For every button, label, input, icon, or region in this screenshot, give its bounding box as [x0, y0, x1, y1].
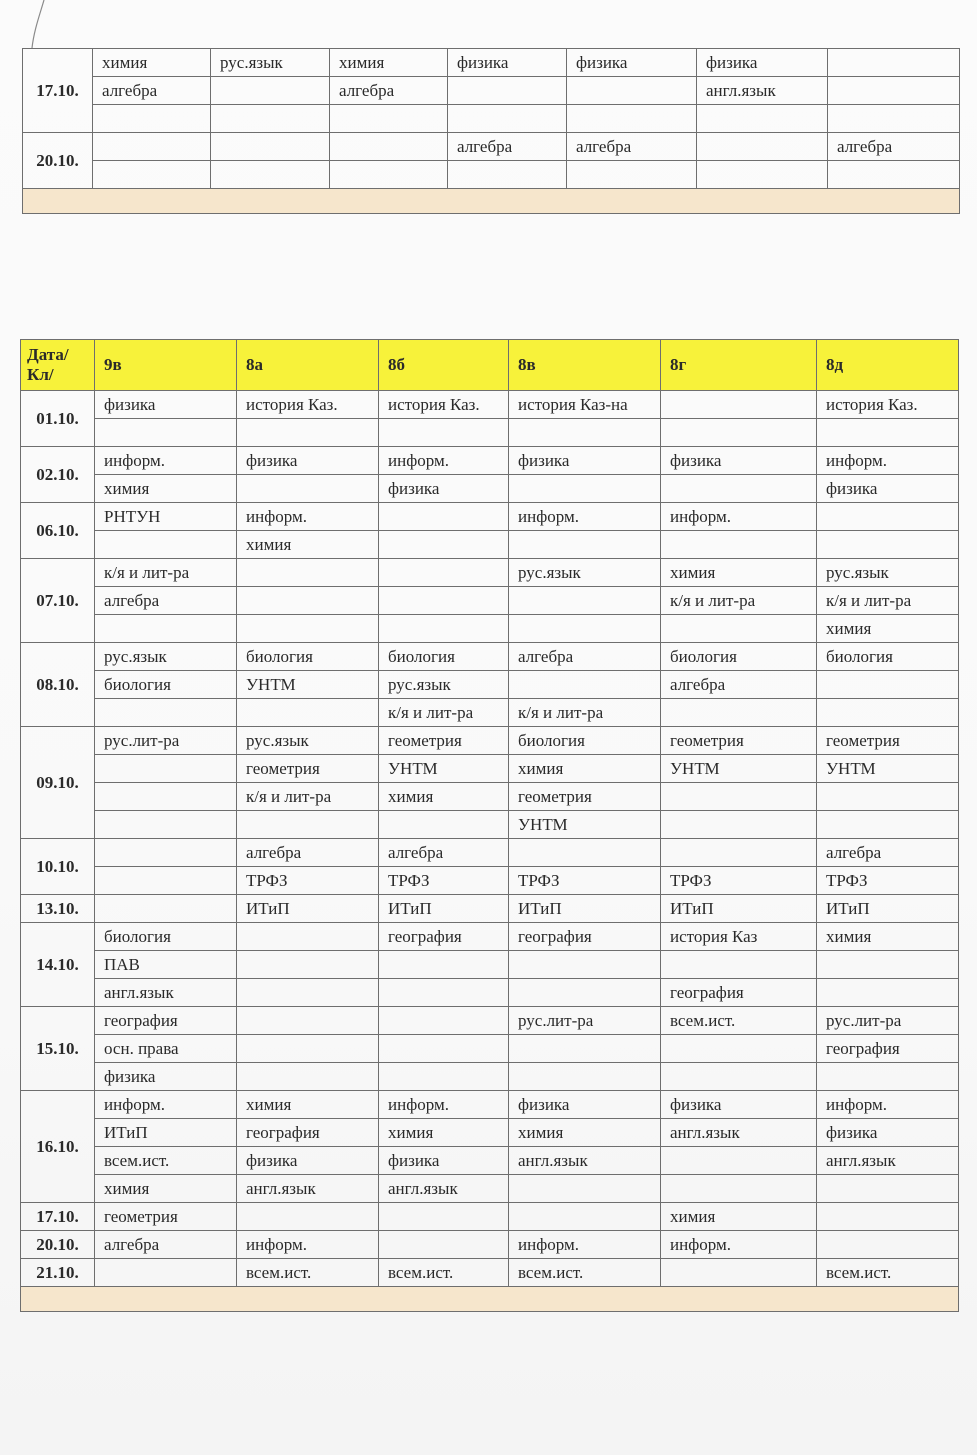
schedule-row	[21, 923, 959, 951]
schedule-row	[21, 1007, 959, 1035]
subject-cell	[509, 615, 661, 643]
subject-cell	[509, 475, 661, 503]
subject-cell	[95, 755, 237, 783]
footer-band	[21, 1287, 959, 1312]
subject-cell	[379, 419, 509, 447]
class-header-label: Кл/	[27, 365, 54, 384]
subject-cell: физика	[448, 49, 567, 77]
subject-cell: УНТМ	[509, 811, 661, 839]
subject-cell: информ.	[237, 503, 379, 531]
schedule-row	[21, 587, 959, 615]
subject-cell: информ.	[509, 1231, 661, 1259]
subject-cell: история Каз-на	[509, 391, 661, 419]
schedule-row	[21, 531, 959, 559]
subject-cell	[817, 979, 959, 1007]
schedule-row	[23, 105, 960, 133]
subject-cell: ИТиП	[817, 895, 959, 923]
subject-cell	[661, 699, 817, 727]
subject-cell	[211, 105, 330, 133]
subject-cell	[817, 1063, 959, 1091]
class-header-8a: 8а	[237, 340, 379, 391]
subject-cell: алгебра	[661, 671, 817, 699]
schedule-row	[21, 1231, 959, 1259]
subject-cell: англ.язык	[509, 1147, 661, 1175]
subject-cell: география	[509, 923, 661, 951]
subject-cell	[211, 161, 330, 189]
subject-cell	[379, 531, 509, 559]
subject-cell	[237, 559, 379, 587]
subject-cell	[567, 77, 697, 105]
subject-cell: химия	[817, 923, 959, 951]
subject-cell	[95, 783, 237, 811]
subject-cell	[817, 699, 959, 727]
subject-cell	[661, 391, 817, 419]
subject-cell	[237, 1063, 379, 1091]
subject-cell: информ.	[95, 447, 237, 475]
subject-cell: химия	[237, 1091, 379, 1119]
subject-cell	[379, 811, 509, 839]
subject-cell: англ.язык	[95, 979, 237, 1007]
schedule-row	[21, 615, 959, 643]
subject-cell: рус.язык	[95, 643, 237, 671]
subject-cell: химия	[93, 49, 211, 77]
subject-cell	[817, 503, 959, 531]
subject-cell	[237, 699, 379, 727]
subject-cell	[817, 811, 959, 839]
page-corner-stroke	[14, 0, 54, 48]
subject-cell	[509, 1203, 661, 1231]
subject-cell	[828, 77, 960, 105]
subject-cell	[330, 105, 448, 133]
subject-cell	[509, 531, 661, 559]
schedule-row	[21, 1203, 959, 1231]
date-cell: 07.10.	[21, 559, 95, 643]
subject-cell: химия	[661, 559, 817, 587]
subject-cell: химия	[330, 49, 448, 77]
subject-cell: физика	[95, 1063, 237, 1091]
subject-cell: алгебра	[237, 839, 379, 867]
schedule-row	[21, 671, 959, 699]
subject-cell	[379, 1231, 509, 1259]
subject-cell	[509, 951, 661, 979]
subject-cell: алгебра	[330, 77, 448, 105]
subject-cell: геометрия	[237, 755, 379, 783]
class-header-8d: 8д	[817, 340, 959, 391]
subject-cell: геометрия	[95, 1203, 237, 1231]
subject-cell: рус.язык	[211, 49, 330, 77]
subject-cell	[95, 531, 237, 559]
subject-cell: химия	[379, 1119, 509, 1147]
subject-cell	[237, 615, 379, 643]
subject-cell: история Каз.	[817, 391, 959, 419]
schedule-row	[21, 699, 959, 727]
schedule-row	[21, 783, 959, 811]
schedule-row	[21, 1119, 959, 1147]
subject-cell	[661, 1063, 817, 1091]
subject-cell: ТРФЗ	[509, 867, 661, 895]
schedule-row	[21, 1147, 959, 1175]
subject-cell	[237, 951, 379, 979]
subject-cell	[817, 671, 959, 699]
subject-cell	[95, 1259, 237, 1287]
subject-cell: алгебра	[817, 839, 959, 867]
subject-cell: история Каз.	[379, 391, 509, 419]
subject-cell: информ.	[509, 503, 661, 531]
subject-cell: химия	[509, 1119, 661, 1147]
subject-cell	[379, 951, 509, 979]
subject-cell: алгебра	[448, 133, 567, 161]
subject-cell: физика	[817, 1119, 959, 1147]
subject-cell	[661, 951, 817, 979]
subject-cell: геометрия	[379, 727, 509, 755]
schedule-table-top	[22, 48, 960, 214]
subject-cell	[448, 77, 567, 105]
subject-cell: география	[661, 979, 817, 1007]
subject-cell: к/я и лит-ра	[661, 587, 817, 615]
subject-cell	[828, 161, 960, 189]
subject-cell: к/я и лит-ра	[95, 559, 237, 587]
class-header-8b: 8б	[379, 340, 509, 391]
schedule-row	[21, 447, 959, 475]
subject-cell: алгебра	[567, 133, 697, 161]
subject-cell	[95, 867, 237, 895]
subject-cell: геометрия	[817, 727, 959, 755]
subject-cell	[93, 105, 211, 133]
subject-cell	[817, 419, 959, 447]
subject-cell	[237, 1203, 379, 1231]
subject-cell	[661, 1175, 817, 1203]
subject-cell	[379, 1203, 509, 1231]
subject-cell	[379, 1007, 509, 1035]
subject-cell: англ.язык	[697, 77, 828, 105]
subject-cell	[448, 105, 567, 133]
class-header-8g: 8г	[661, 340, 817, 391]
subject-cell	[817, 531, 959, 559]
subject-cell: всем.ист.	[817, 1259, 959, 1287]
schedule-row	[23, 49, 960, 77]
subject-cell	[330, 161, 448, 189]
subject-cell	[237, 419, 379, 447]
date-cell: 06.10.	[21, 503, 95, 559]
subject-cell: химия	[95, 475, 237, 503]
schedule-row	[21, 475, 959, 503]
schedule-row	[21, 1175, 959, 1203]
subject-cell: алгебра	[828, 133, 960, 161]
subject-cell: УНТМ	[817, 755, 959, 783]
subject-cell: ПАВ	[95, 951, 237, 979]
subject-cell: ИТиП	[237, 895, 379, 923]
schedule-row	[23, 77, 960, 105]
subject-cell: физика	[379, 475, 509, 503]
subject-cell	[379, 615, 509, 643]
subject-cell: англ.язык	[379, 1175, 509, 1203]
subject-cell	[817, 951, 959, 979]
subject-cell	[661, 811, 817, 839]
class-header-9v: 9в	[95, 340, 237, 391]
class-header-8v: 8в	[509, 340, 661, 391]
subject-cell: физика	[661, 1091, 817, 1119]
subject-cell: всем.ист.	[509, 1259, 661, 1287]
date-cell: 21.10.	[21, 1259, 95, 1287]
subject-cell	[817, 1175, 959, 1203]
subject-cell: ИТиП	[95, 1119, 237, 1147]
subject-cell: физика	[567, 49, 697, 77]
subject-cell	[828, 105, 960, 133]
subject-cell: геометрия	[509, 783, 661, 811]
schedule-row	[21, 1091, 959, 1119]
schedule-row	[21, 643, 959, 671]
subject-cell: к/я и лит-ра	[379, 699, 509, 727]
subject-cell: биология	[95, 923, 237, 951]
subject-cell	[330, 133, 448, 161]
subject-cell: рус.язык	[379, 671, 509, 699]
subject-cell: физика	[509, 1091, 661, 1119]
subject-cell	[661, 1147, 817, 1175]
subject-cell: англ.язык	[237, 1175, 379, 1203]
subject-cell: физика	[661, 447, 817, 475]
subject-cell: рус.лит-ра	[509, 1007, 661, 1035]
subject-cell: алгебра	[95, 1231, 237, 1259]
subject-cell: физика	[237, 447, 379, 475]
subject-cell: геометрия	[661, 727, 817, 755]
subject-cell: информ.	[661, 503, 817, 531]
schedule-row	[23, 133, 960, 161]
subject-cell	[237, 811, 379, 839]
date-cell: 17.10.	[21, 1203, 95, 1231]
subject-cell	[697, 105, 828, 133]
subject-cell	[661, 1259, 817, 1287]
subject-cell: биология	[237, 643, 379, 671]
subject-cell: рус.язык	[237, 727, 379, 755]
subject-cell: ИТиП	[661, 895, 817, 923]
subject-cell	[379, 1063, 509, 1091]
subject-cell	[817, 1231, 959, 1259]
subject-cell: всем.ист.	[237, 1259, 379, 1287]
schedule-row	[21, 839, 959, 867]
subject-cell	[567, 105, 697, 133]
subject-cell	[379, 587, 509, 615]
subject-cell: ТРФЗ	[237, 867, 379, 895]
subject-cell: физика	[95, 391, 237, 419]
subject-cell: химия	[237, 531, 379, 559]
subject-cell: алгебра	[95, 587, 237, 615]
subject-cell	[509, 979, 661, 1007]
subject-cell	[237, 587, 379, 615]
subject-cell	[661, 1035, 817, 1063]
subject-cell: алгебра	[509, 643, 661, 671]
subject-cell	[379, 559, 509, 587]
subject-cell: рус.лит-ра	[817, 1007, 959, 1035]
date-cell: 10.10.	[21, 839, 95, 895]
subject-cell	[817, 1203, 959, 1231]
subject-cell: англ.язык	[661, 1119, 817, 1147]
subject-cell	[661, 783, 817, 811]
subject-cell	[237, 475, 379, 503]
subject-cell	[95, 699, 237, 727]
subject-cell	[93, 161, 211, 189]
subject-cell	[237, 923, 379, 951]
subject-cell: информ.	[661, 1231, 817, 1259]
schedule-row	[21, 1035, 959, 1063]
schedule-row	[21, 1259, 959, 1287]
subject-cell	[661, 839, 817, 867]
date-cell: 20.10.	[23, 133, 93, 189]
subject-cell: ИТиП	[509, 895, 661, 923]
subject-cell	[379, 979, 509, 1007]
subject-cell: ИТиП	[379, 895, 509, 923]
subject-cell	[697, 161, 828, 189]
date-cell: 16.10.	[21, 1091, 95, 1203]
subject-cell: ТРФЗ	[379, 867, 509, 895]
subject-cell: рус.язык	[817, 559, 959, 587]
date-cell: 13.10.	[21, 895, 95, 923]
subject-cell: история Каз.	[237, 391, 379, 419]
schedule-table-main	[20, 339, 959, 1312]
subject-cell: РНТУН	[95, 503, 237, 531]
subject-cell	[661, 615, 817, 643]
date-header-label: Дата/	[27, 345, 69, 364]
schedule-row	[21, 559, 959, 587]
subject-cell	[237, 1035, 379, 1063]
subject-cell: ТРФЗ	[661, 867, 817, 895]
subject-cell: ТРФЗ	[817, 867, 959, 895]
subject-cell: к/я и лит-ра	[509, 699, 661, 727]
date-cell: 09.10.	[21, 727, 95, 839]
schedule-row	[21, 1063, 959, 1091]
subject-cell	[95, 895, 237, 923]
subject-cell: осн. права	[95, 1035, 237, 1063]
subject-cell	[817, 783, 959, 811]
subject-cell: к/я и лит-ра	[817, 587, 959, 615]
schedule-row	[21, 755, 959, 783]
subject-cell	[509, 1063, 661, 1091]
subject-cell: физика	[697, 49, 828, 77]
subject-cell	[448, 161, 567, 189]
subject-cell	[95, 615, 237, 643]
subject-cell	[95, 839, 237, 867]
subject-cell: география	[237, 1119, 379, 1147]
date-cell: 02.10.	[21, 447, 95, 503]
subject-cell: информ.	[379, 447, 509, 475]
subject-cell	[211, 77, 330, 105]
subject-cell	[509, 671, 661, 699]
subject-cell	[237, 1007, 379, 1035]
subject-cell	[95, 419, 237, 447]
subject-cell	[237, 979, 379, 1007]
schedule-row	[21, 951, 959, 979]
subject-cell: биология	[95, 671, 237, 699]
schedule-row	[21, 811, 959, 839]
subject-cell: история Каз	[661, 923, 817, 951]
subject-cell	[661, 475, 817, 503]
date-cell: 01.10.	[21, 391, 95, 447]
date-cell: 17.10.	[23, 49, 93, 133]
subject-cell	[509, 1175, 661, 1203]
subject-cell	[509, 419, 661, 447]
footer-row	[23, 189, 960, 214]
schedule-row	[21, 979, 959, 1007]
subject-cell: всем.ист.	[661, 1007, 817, 1035]
subject-cell: физика	[379, 1147, 509, 1175]
subject-cell	[509, 587, 661, 615]
date-cell: 15.10.	[21, 1007, 95, 1091]
subject-cell: физика	[509, 447, 661, 475]
schedule-row	[21, 867, 959, 895]
subject-cell: география	[817, 1035, 959, 1063]
subject-cell	[509, 839, 661, 867]
subject-cell	[828, 49, 960, 77]
subject-cell: рус.лит-ра	[95, 727, 237, 755]
subject-cell: биология	[509, 727, 661, 755]
subject-cell: химия	[379, 783, 509, 811]
subject-cell: информ.	[817, 447, 959, 475]
schedule-row	[21, 391, 959, 419]
subject-cell: УНТМ	[237, 671, 379, 699]
schedule-row	[21, 895, 959, 923]
subject-cell	[379, 1035, 509, 1063]
subject-cell	[661, 531, 817, 559]
subject-cell: алгебра	[379, 839, 509, 867]
schedule-row	[21, 503, 959, 531]
subject-cell	[93, 133, 211, 161]
subject-cell: география	[95, 1007, 237, 1035]
subject-cell	[211, 133, 330, 161]
subject-cell: рус.язык	[509, 559, 661, 587]
subject-cell	[697, 133, 828, 161]
subject-cell: УНТМ	[661, 755, 817, 783]
subject-cell	[567, 161, 697, 189]
subject-cell: УНТМ	[379, 755, 509, 783]
subject-cell: информ.	[817, 1091, 959, 1119]
date-class-header-cell	[21, 340, 95, 391]
subject-cell: биология	[817, 643, 959, 671]
subject-cell: биология	[379, 643, 509, 671]
footer-band	[23, 189, 960, 214]
subject-cell	[661, 419, 817, 447]
subject-cell: всем.ист.	[379, 1259, 509, 1287]
subject-cell: к/я и лит-ра	[237, 783, 379, 811]
subject-cell: биология	[661, 643, 817, 671]
subject-cell: химия	[661, 1203, 817, 1231]
subject-cell: информ.	[237, 1231, 379, 1259]
subject-cell: химия	[817, 615, 959, 643]
schedule-row	[23, 161, 960, 189]
subject-cell: химия	[509, 755, 661, 783]
date-cell: 20.10.	[21, 1231, 95, 1259]
subject-cell	[509, 1035, 661, 1063]
subject-cell: англ.язык	[817, 1147, 959, 1175]
subject-cell: география	[379, 923, 509, 951]
date-cell: 14.10.	[21, 923, 95, 1007]
date-cell: 08.10.	[21, 643, 95, 727]
subject-cell	[95, 811, 237, 839]
subject-cell: химия	[95, 1175, 237, 1203]
subject-cell: информ.	[95, 1091, 237, 1119]
subject-cell	[379, 503, 509, 531]
schedule-row	[21, 419, 959, 447]
header-row	[21, 340, 959, 391]
footer-row	[21, 1287, 959, 1312]
schedule-row	[21, 727, 959, 755]
subject-cell: алгебра	[93, 77, 211, 105]
subject-cell: информ.	[379, 1091, 509, 1119]
subject-cell: физика	[237, 1147, 379, 1175]
subject-cell: физика	[817, 475, 959, 503]
subject-cell: всем.ист.	[95, 1147, 237, 1175]
